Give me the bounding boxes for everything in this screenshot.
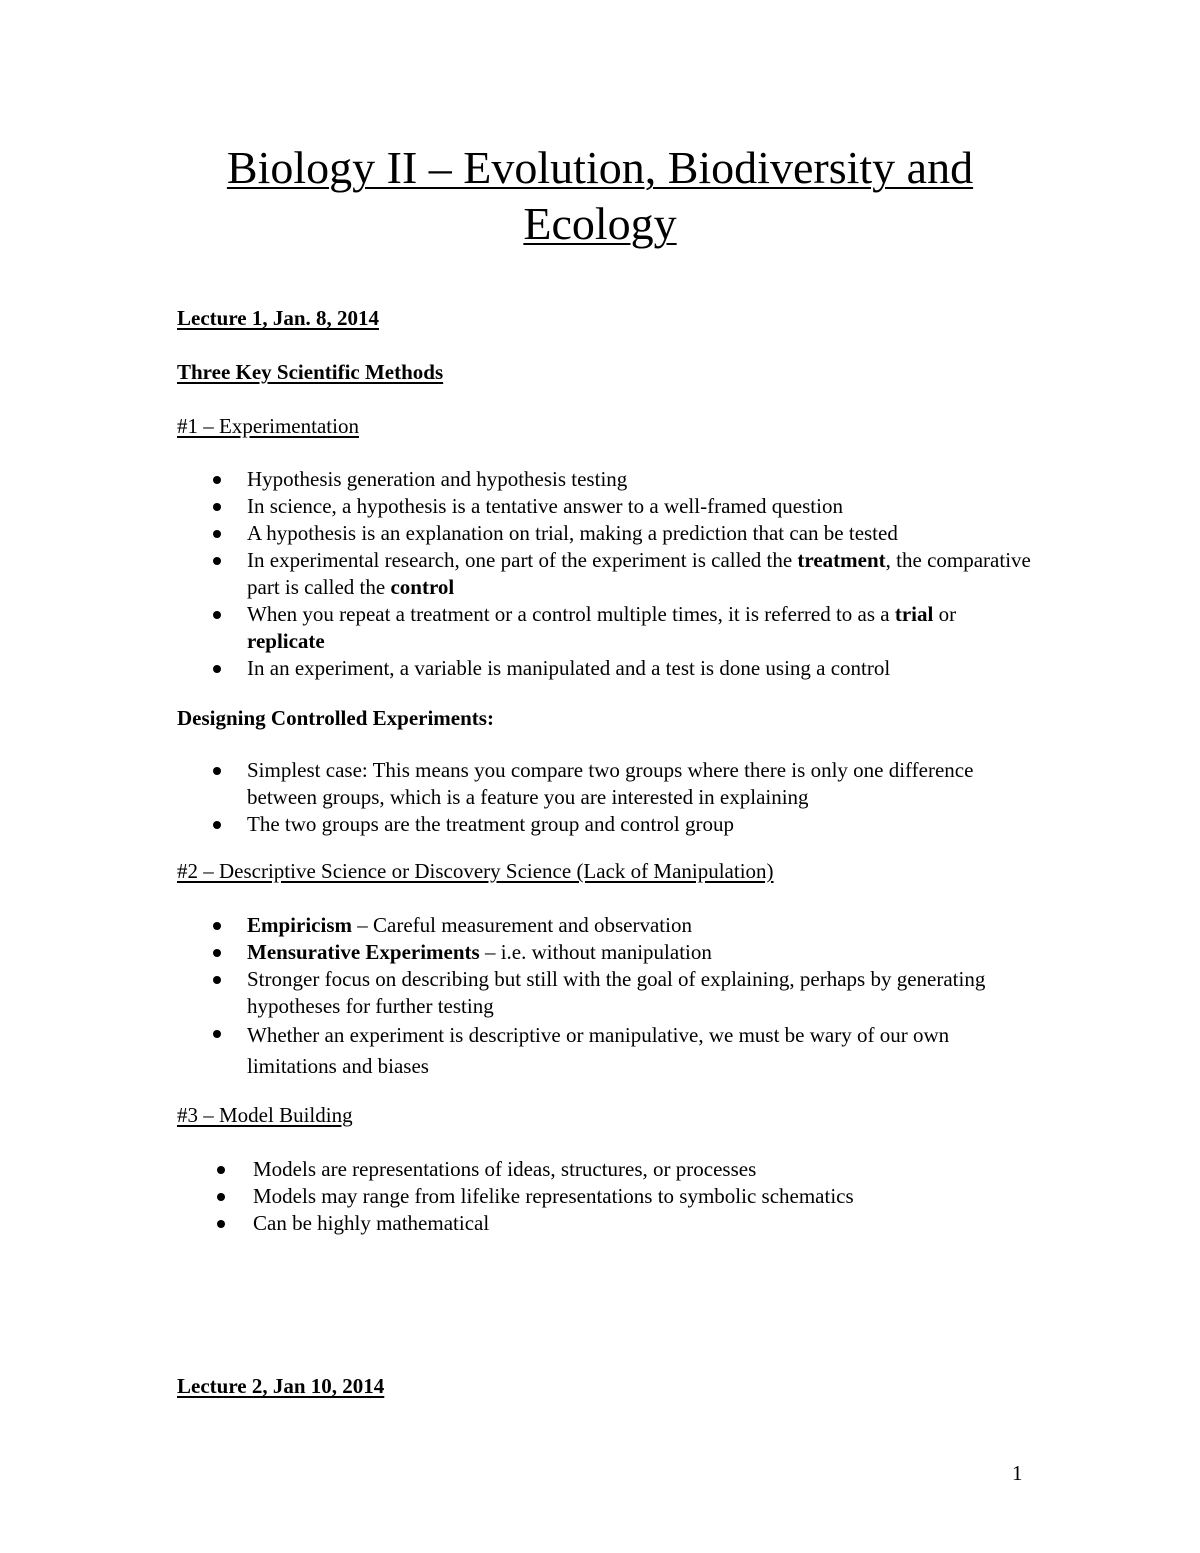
lecture-2-heading: Lecture 2, Jan 10, 2014 [177, 1374, 385, 1398]
method-1-list [177, 466, 1037, 682]
list-item: Whether an experiment is descriptive or manipulative, we must be wary of our own limitations and biases [177, 1020, 1037, 1082]
bullet-icon [213, 530, 221, 538]
method-2-heading: #2 – Descriptive Science or Discovery Science (Lack of Manipulation) [177, 859, 774, 883]
method-3-list [177, 1156, 1037, 1237]
bullet-icon [213, 611, 221, 619]
list-item: In experimental research, one part of the experiment is called the treatment, the comparative part is called the control [177, 547, 1037, 601]
method-3-heading: #3 – Model Building [177, 1103, 353, 1127]
lecture-1-heading: Lecture 1, Jan. 8, 2014 [177, 306, 380, 330]
design-heading: Designing Controlled Experiments: [177, 706, 494, 730]
list-item: When you repeat a treatment or a control multiple times, it is referred to as a trial or replicate [177, 601, 1037, 655]
title-line-1: Biology II – Evolution, Biodiversity and [226, 142, 974, 193]
bullet-icon [213, 557, 221, 565]
document-title [150, 140, 1050, 252]
bullet-icon [213, 476, 221, 484]
list-item: In an experiment, a variable is manipulated and a test is done using a control [177, 655, 1037, 682]
list-item: Can be highly mathematical [177, 1210, 1037, 1237]
list-item: Empiricism – Careful measurement and observation [177, 912, 1037, 939]
bullet-icon [213, 922, 221, 930]
bullet-icon [213, 949, 221, 957]
methods-heading: Three Key Scientific Methods [177, 360, 444, 384]
list-item: Stronger focus on describing but still with the goal of explaining, perhaps by generating hypotheses for further testing [177, 966, 1037, 1020]
list-item: The two groups are the treatment group and control group [177, 811, 1037, 838]
bullet-icon [217, 1166, 225, 1174]
list-item: Models may range from lifelike representations to symbolic schematics [177, 1183, 1037, 1210]
list-item: Simplest case: This means you compare two groups where there is only one difference between groups, which is a feature you are interested in explaining [177, 757, 1037, 811]
bullet-icon [213, 503, 221, 511]
bullet-icon [217, 1220, 225, 1228]
bullet-icon [213, 1030, 221, 1038]
design-list [177, 757, 1037, 838]
method-1-heading: #1 – Experimentation [177, 414, 359, 438]
bullet-icon [213, 976, 221, 984]
list-item: Mensurative Experiments – i.e. without manipulation [177, 939, 1037, 966]
bullet-icon [213, 821, 221, 829]
title-line-2: Ecology [523, 198, 677, 249]
list-item: In science, a hypothesis is a tentative answer to a well-framed question [177, 493, 1037, 520]
bullet-icon [213, 665, 221, 673]
page-number: 1 [1012, 1461, 1023, 1485]
bullet-icon [217, 1193, 225, 1201]
method-2-list [177, 912, 1037, 1082]
bullet-icon [213, 767, 221, 775]
list-item: A hypothesis is an explanation on trial, making a prediction that can be tested [177, 520, 1037, 547]
list-item: Models are representations of ideas, structures, or processes [177, 1156, 1037, 1183]
list-item: Hypothesis generation and hypothesis testing [177, 466, 1037, 493]
